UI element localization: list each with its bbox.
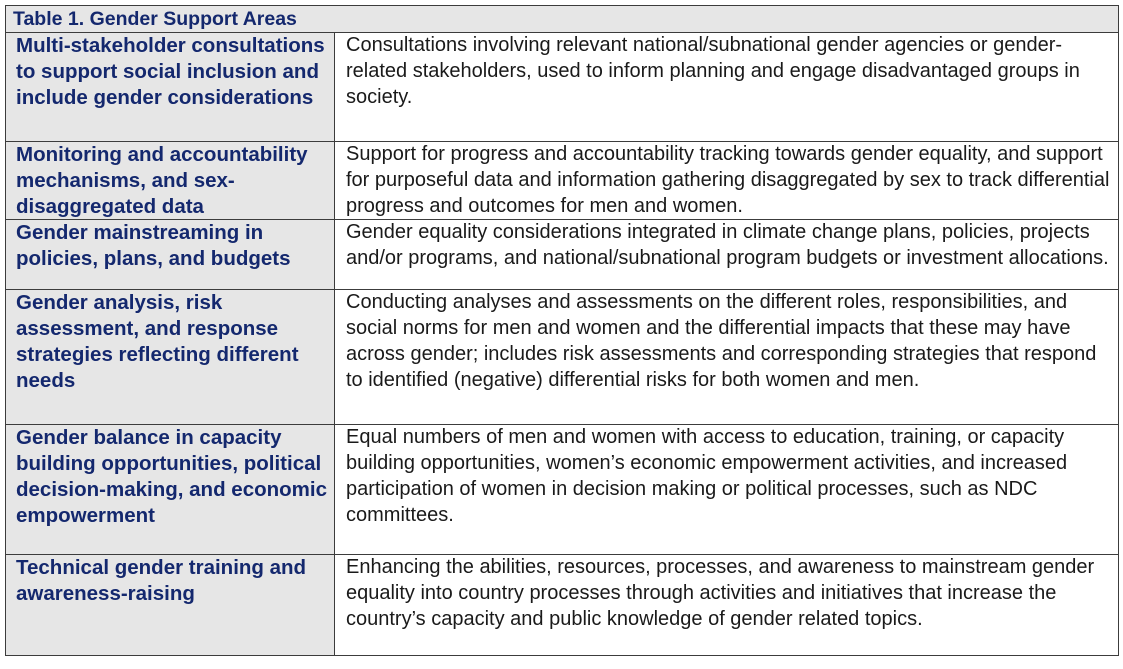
support-description-text: Gender equality considerations integrated in climate change plans, policies, projects and/or programs, and national/subnational program budgets or investment allocations. [346,221,1109,270]
support-description-text: Enhancing the abilities, resources, processes, and awareness to mainstream gender equality into country processes through activities and initiatives that increase the country’s capacity and public knowledge of gender related topics. [346,556,1095,630]
support-description-cell [335,290,1119,425]
support-area-label: Gender analysis, risk assessment, and response strategies reflecting different needs [16,291,299,392]
support-area-label: Gender balance in capacity building opportunities, political decision-making, and economic empowerment [16,426,327,527]
table-caption: Table 1. Gender Support Areas [6,6,1119,33]
support-area-cell [6,33,335,142]
support-area-label: Monitoring and accountability mechanisms, and sex-disaggregated data [16,143,308,218]
support-area-label: Multi-stakeholder consultations to support social inclusion and include gender considerations [16,34,325,109]
support-description-text: Conducting analyses and assessments on the different roles, responsibilities, and social norms for men and women and the differential impacts that these may have across gender; includes risk assessments and corresponding strategies that respond to identified (negative) differential risks for both women and men. [346,291,1097,391]
support-description-cell [335,33,1119,142]
table-row [6,290,1119,425]
table-row [6,425,1119,555]
support-area-cell [6,555,335,656]
table-row [6,220,1119,290]
support-description-cell [335,425,1119,555]
table-row [6,142,1119,220]
support-description-cell [335,555,1119,656]
support-description-text: Equal numbers of men and women with access to education, training, or capacity building opportunities, women’s economic empowerment activities, and increased participation of women in decision making or political processes, such as NDC committees. [346,426,1068,526]
document-page [5,5,1118,656]
support-area-label: Technical gender training and awareness-raising [16,556,307,606]
table-caption-row [6,6,1119,33]
table-row [6,555,1119,656]
support-area-cell [6,142,335,220]
support-description-cell [335,142,1119,220]
support-area-cell [6,290,335,425]
support-description-cell [335,220,1119,290]
support-area-cell [6,220,335,290]
support-description-text: Consultations involving relevant national/subnational gender agencies or gender-related stakeholders, used to inform planning and engage disadvantaged groups in society. [346,34,1080,108]
support-description-text: Support for progress and accountability tracking towards gender equality, and support for purposeful data and information gathering disaggregated by sex to track differential progress and outcomes for men and women. [346,143,1110,217]
gender-support-areas-table [5,5,1119,656]
support-area-cell [6,425,335,555]
table-row [6,33,1119,142]
support-area-label: Gender mainstreaming in policies, plans, and budgets [16,221,291,271]
